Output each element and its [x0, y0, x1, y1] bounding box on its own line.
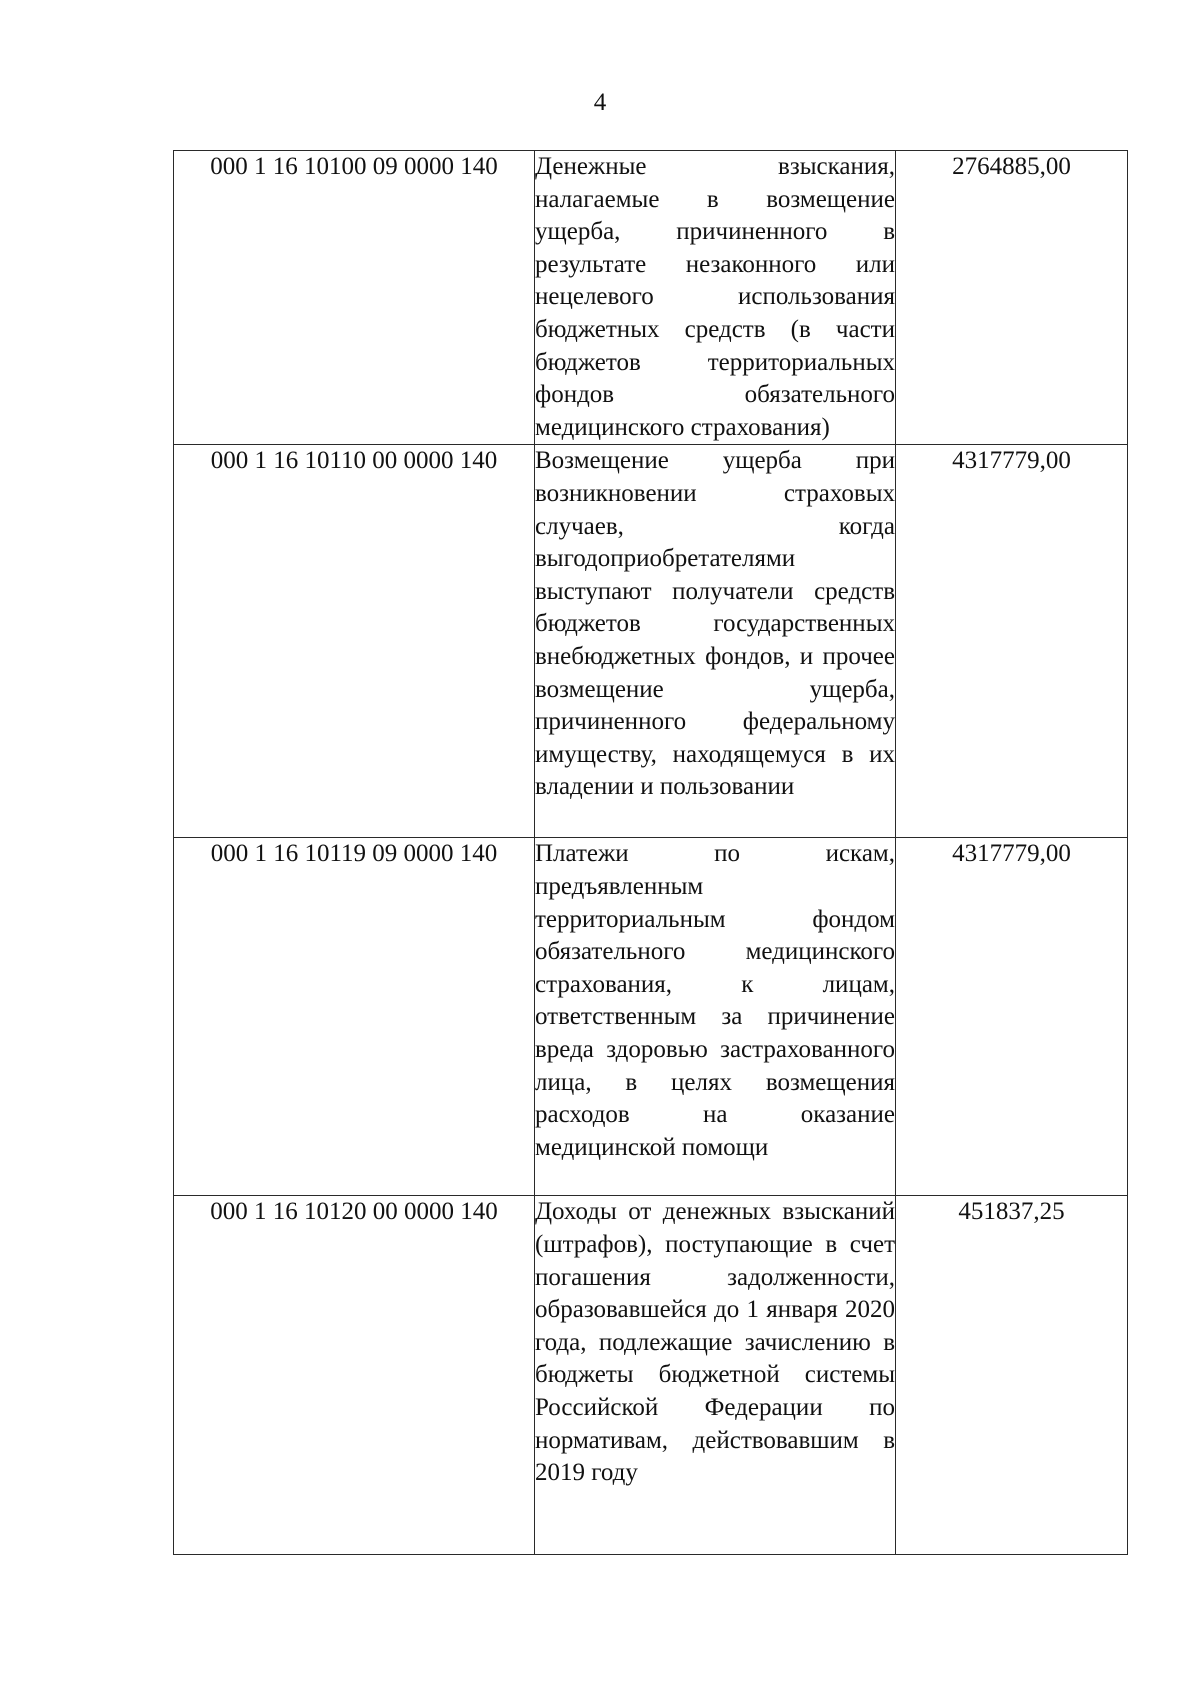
- page-number: 4: [593, 89, 607, 116]
- table-row: [174, 151, 1128, 445]
- budget-description: Платежи по искам, предъявленным территориальным фондом обязательного медицинского страхования, к лицам, ответственным за причинение вреда здоровью застрахованного лица, в целях возмещения расходов на оказание медицинской помощи: [535, 838, 896, 1196]
- budget-code: 000 1 16 10120 00 0000 140: [174, 1196, 535, 1555]
- budget-code: 000 1 16 10100 09 0000 140: [174, 151, 535, 445]
- budget-amount: 2764885,00: [896, 151, 1128, 445]
- budget-description: Денежные взыскания, налагаемые в возмещение ущерба, причиненного в результате незаконного или нецелевого использования бюджетных средств (в части бюджетов территориальных фондов обязательного медицинского страхования): [535, 151, 896, 445]
- budget-code: 000 1 16 10110 00 0000 140: [174, 445, 535, 838]
- budget-description: Доходы от денежных взысканий (штрафов), поступающие в счет погашения задолженности, образовавшейся до 1 января 2020 года, подлежащие зачислению в бюджеты бюджетной системы Российской Федерации по нормативам, действовавшим в 2019 году: [535, 1196, 896, 1555]
- budget-table: [173, 150, 1128, 1555]
- table-row: [174, 445, 1128, 838]
- table-row: [174, 838, 1128, 1196]
- budget-amount: 4317779,00: [896, 445, 1128, 838]
- table-row: [174, 1196, 1128, 1555]
- budget-code: 000 1 16 10119 09 0000 140: [174, 838, 535, 1196]
- budget-amount: 451837,25: [896, 1196, 1128, 1555]
- budget-description: Возмещение ущерба при возникновении страховых случаев, когда выгодоприобретателями выступают получатели средств бюджетов государственных внебюджетных фондов, и прочее возмещение ущерба, причиненного федеральному имуществу, находящемуся в их владении и пользовании: [535, 445, 896, 838]
- budget-amount: 4317779,00: [896, 838, 1128, 1196]
